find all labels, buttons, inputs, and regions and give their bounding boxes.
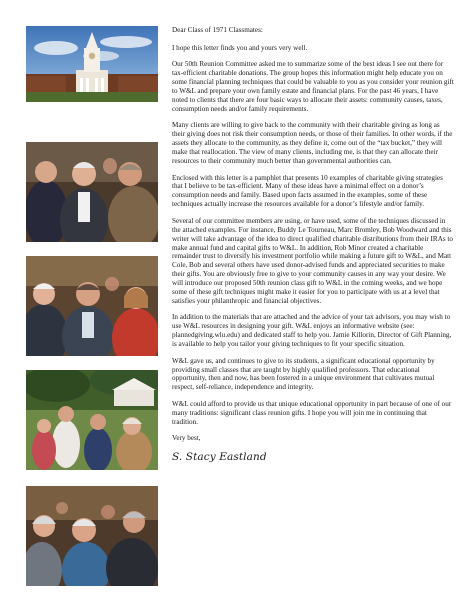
- letter-greeting: Dear Class of 1971 Classmates:: [172, 26, 263, 34]
- letter-paragraph: I hope this letter finds you and yours very well.: [172, 43, 308, 52]
- letter-paragraph: W&L gave us, and continues to give to its students, a significant educational opportunity by providing small classes that are taught by highly qualified professors. That educational opportunity, then and now, has been fostered in a unique environment that cultivates mutual respect, self-reliance, independence and integrity.: [172, 356, 435, 392]
- letter-body: [172, 26, 454, 463]
- letter-paragraph: Our 50th Reunion Committee asked me to summarize some of the best ideas I see out there for tax-efficient charitable donations. The group hopes this information might help educate you on some financial planning techniques that could be valuable to you as you consider your reunion gift to W&L and prepare your own family estate and financial plans. For the past 46 years, I have noted to clients that there are four basic ways to allocate their assets: community causes, taxes, consumption needs and/or family requirements.: [172, 60, 454, 113]
- letter-paragraph: W&L could afford to provide us that unique educational opportunity in part because of one of our many traditions: significant class reunion gifts. I hope you will join me in continuing that tradition.: [172, 399, 452, 426]
- letter-paragraph: Enclosed with this letter is a pamphlet that presents 10 examples of charitable giving strategies that I believe to be tax-efficient. Many of these ideas have a minimal effect on a donor’s consumption needs and family. Based upon facts assumed in the examples, some of these techniques actually increase the resources available for a donor’s lifestyle and/or family.: [172, 173, 443, 209]
- outdoor-reunion-photo: [26, 370, 158, 470]
- signature: S. Stacy Eastland: [172, 450, 267, 463]
- reunion-conversation-photo: [26, 256, 158, 356]
- alumni-crowd-photo: [26, 486, 158, 586]
- letter-closing: Very best,: [172, 434, 201, 443]
- letter-paragraph: Many clients are willing to give back to the community with their charitable giving as long as their giving does not risk their consumption needs, or those of their families. In other words, if the assets they allocate to the community, as they define it, come out of the “tax bucket,” they will make that reallocation. The view of many clients, including me, is that they can allocate their resources to their community much better than governmental authorities can.: [172, 121, 453, 166]
- alumni-group-photo: [26, 142, 158, 242]
- campus-photo: [26, 26, 158, 102]
- letter-paragraph: Several of our committee members are using, or have used, some of the techniques discussed in the attached examples. For instance, Buddy Le Tourneau, Marc Bromley, Bob Woodward and this writer will take advantage of the idea to direct qualified charitable distributions from their IRAs to make annual fund and capital gifts to W&L. In addition, Rob Minor created a charitable remainder trust to diversify his investment portfolio while making a future gift to W&L, and Matt Cole, Bob and several others have used donor-advised funds and appreciated securities to make their gifts. You are obviously free to give to your community causes in any way your desire. We will introduce our proposed 50th reunion class gift to W&L in the coming weeks, and we hope some of these gift techniques might make it easier for you to participate with us at a level that satisfies your philanthropic and financial objectives.: [172, 216, 453, 305]
- letter-paragraph: In addition to the materials that are attached and the advice of your tax advisors, you may wish to use W&L resources in designing your gift. W&L enjoys an informative website (see: plannedgiving.wlu.edu) and dedicated staff to help you. Jamie Killorin, Director of Gift Planning, is available to help you tailor your giving techniques to fit your specific situation.: [172, 313, 452, 349]
